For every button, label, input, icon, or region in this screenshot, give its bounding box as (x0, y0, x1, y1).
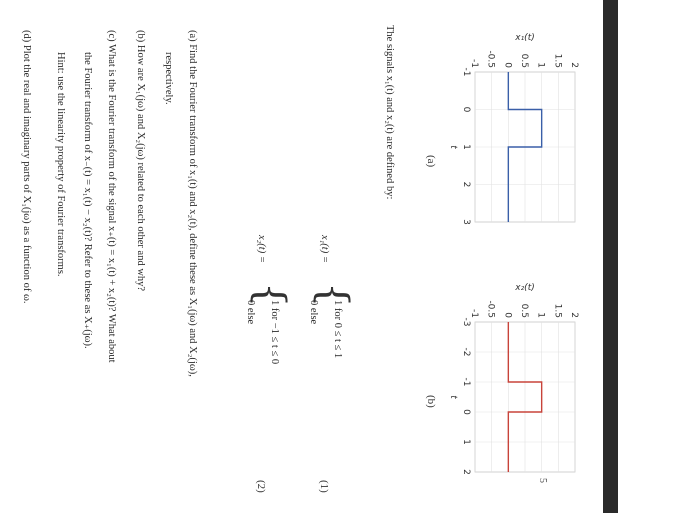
question-a-line1: (a) Find the Fourier transform of x₁(t) and x₂(t), define these as X₁(jω) and X₂(jω), (187, 30, 198, 377)
y-axis-label: x₁(t) (515, 33, 535, 43)
eq2-case1: 1 for −1 ≤ t ≤ 0 (269, 300, 280, 365)
x-tick-label: -3 (461, 317, 471, 327)
x-tick-label: 3 (461, 219, 471, 225)
question-d: (d) Plot the real and imaginary parts of X₁(jω) as a function of ω. (21, 30, 32, 304)
x-axis-label: t (448, 395, 458, 399)
eq2-number: (2) (255, 480, 267, 493)
figure-a-caption: (a) (425, 155, 437, 168)
intro-text: The signals x₁(t) and x₂(t) are defined by: (384, 25, 395, 200)
y-tick-label: -1 (469, 309, 479, 318)
question-a-line2: respectively. (163, 52, 174, 105)
y-tick-label: -1 (469, 59, 479, 68)
x-tick-label: -1 (461, 377, 471, 387)
eq2-brace: { (247, 282, 293, 308)
x-tick-label: 2 (461, 469, 471, 475)
figure-a (450, 30, 580, 230)
x-tick-label: 2 (461, 181, 471, 188)
eq2-case2: 0 else (245, 300, 256, 325)
y-tick-label: 1.5 (552, 303, 563, 318)
viewer-scrollbar[interactable] (603, 0, 618, 513)
figure-b (450, 280, 580, 480)
eq1-lhs: x₁(t) = (319, 235, 330, 263)
y-tick-label: 2 (569, 62, 579, 68)
question-c-line1: (c) What is the Fourier transform of the signal x₊(t) = x₁(t) + x₂(t)? What about (106, 30, 117, 363)
question-b: (b) How are X₁(jω) and X₂(jω) related to each other and why? (135, 30, 146, 292)
x-tick-label: 0 (461, 106, 471, 113)
eq1-number: (1) (318, 480, 330, 493)
question-c-line2: the Fourier transform of x₋(t) = x₁(t) − x₂(t)? Refer to these as X₊(jω). (82, 52, 93, 349)
x-tick-label: 1 (461, 144, 471, 150)
figure-b-plot (450, 280, 580, 480)
y-tick-label: 1.5 (552, 53, 563, 68)
x-tick-label: 1 (461, 439, 471, 445)
x-tick-label: -1 (461, 67, 471, 77)
y-tick-label: 1 (535, 62, 546, 68)
figure-b-caption: (b) (425, 395, 437, 408)
y-tick-label: 0.5 (519, 53, 529, 68)
y-tick-label: -0.5 (485, 300, 496, 318)
hint-text: Hint: use the linearity property of Fourier transforms. (55, 52, 66, 277)
page-number: 5 (537, 478, 548, 483)
y-axis-label: x₂(t) (515, 283, 535, 293)
eq1-case1: 1 for 0 ≤ t ≤ 1 (332, 300, 343, 359)
y-tick-label: 0 (502, 62, 513, 68)
y-tick-label: 0.5 (519, 303, 529, 318)
y-tick-label: 1 (535, 312, 546, 318)
eq2-lhs: x₂(t) = (256, 235, 267, 263)
x-tick-label: 0 (461, 409, 471, 415)
y-tick-label: 2 (569, 312, 579, 318)
y-tick-label: 0 (502, 312, 513, 318)
x-tick-label: -2 (461, 347, 471, 357)
x-axis-label: t (448, 145, 458, 149)
y-tick-label: -0.5 (485, 50, 496, 68)
figure-a-plot (450, 30, 580, 230)
eq1-case2: 0 else (308, 300, 319, 325)
eq1-brace: { (310, 282, 356, 308)
